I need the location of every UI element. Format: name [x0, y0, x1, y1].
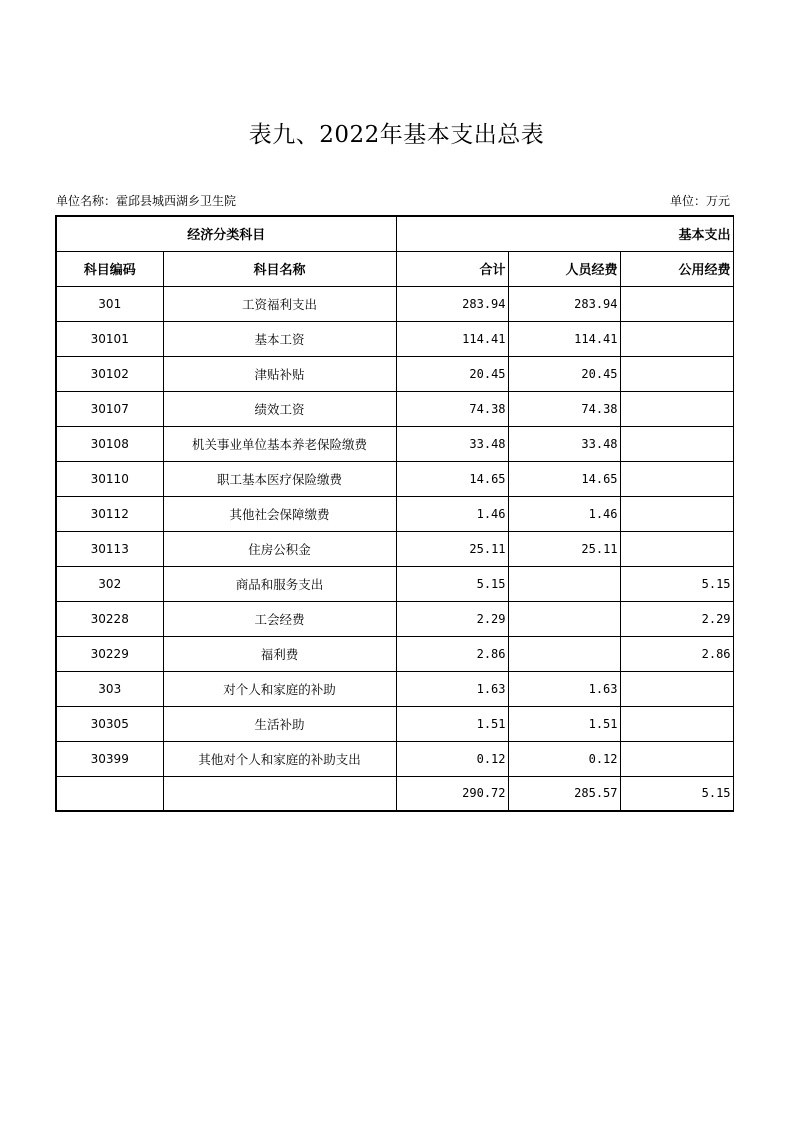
- cell-name: 基本工资: [163, 321, 396, 356]
- cell-personnel: 1.46: [508, 496, 620, 531]
- cell-code: 30228: [56, 601, 163, 636]
- cell-code: [56, 776, 163, 811]
- unit-label: 单位：万元: [669, 194, 730, 208]
- table-row: [56, 531, 733, 566]
- cell-name: 工会经费: [163, 601, 396, 636]
- table-row: [56, 671, 733, 706]
- cell-personnel: 25.11: [508, 531, 620, 566]
- header-basic-expenditure: 基本支出: [396, 216, 733, 251]
- cell-total: 1.46: [396, 496, 508, 531]
- header-personnel: 人员经费: [508, 251, 620, 286]
- cell-public: [620, 391, 733, 426]
- cell-total: 114.41: [396, 321, 508, 356]
- cell-code: 30229: [56, 636, 163, 671]
- cell-personnel: 0.12: [508, 741, 620, 776]
- cell-total: 25.11: [396, 531, 508, 566]
- cell-code: 30110: [56, 461, 163, 496]
- cell-total: 33.48: [396, 426, 508, 461]
- cell-code: 30305: [56, 706, 163, 741]
- cell-total: 1.51: [396, 706, 508, 741]
- cell-code: 30102: [56, 356, 163, 391]
- cell-personnel: 283.94: [508, 286, 620, 321]
- cell-code: 30108: [56, 426, 163, 461]
- page-title: 表九、2022年基本支出总表: [248, 122, 545, 148]
- cell-personnel: 20.45: [508, 356, 620, 391]
- cell-public: [620, 286, 733, 321]
- table-row: [56, 426, 733, 461]
- cell-name: 其他社会保障缴费: [163, 496, 396, 531]
- table-row: [56, 496, 733, 531]
- cell-name: [163, 776, 396, 811]
- cell-name: 津贴补贴: [163, 356, 396, 391]
- cell-name: 职工基本医疗保险缴费: [163, 461, 396, 496]
- cell-personnel: [508, 636, 620, 671]
- table-row: [56, 356, 733, 391]
- expenditure-table: [55, 215, 734, 812]
- cell-total: 0.12: [396, 741, 508, 776]
- header-total: 合计: [396, 251, 508, 286]
- cell-personnel: 74.38: [508, 391, 620, 426]
- cell-personnel: [508, 601, 620, 636]
- cell-public: [620, 531, 733, 566]
- cell-code: 30112: [56, 496, 163, 531]
- cell-total: 20.45: [396, 356, 508, 391]
- cell-total: 14.65: [396, 461, 508, 496]
- cell-name: 工资福利支出: [163, 286, 396, 321]
- table-row: [56, 461, 733, 496]
- cell-personnel: 33.48: [508, 426, 620, 461]
- cell-name: 其他对个人和家庭的补助支出: [163, 741, 396, 776]
- header-row-group: [56, 216, 733, 251]
- cell-code: 301: [56, 286, 163, 321]
- cell-name: 机关事业单位基本养老保险缴费: [163, 426, 396, 461]
- table-row: [56, 706, 733, 741]
- cell-public: [620, 741, 733, 776]
- cell-name: 生活补助: [163, 706, 396, 741]
- unit-name: 单位名称：霍邱县城西湖乡卫生院: [56, 194, 237, 208]
- cell-public: [620, 671, 733, 706]
- cell-public: 5.15: [620, 566, 733, 601]
- cell-public: [620, 426, 733, 461]
- cell-name: 住房公积金: [163, 531, 396, 566]
- table-row: [56, 601, 733, 636]
- header-row-columns: [56, 251, 733, 286]
- cell-public: 5.15: [620, 776, 733, 811]
- cell-name: 福利费: [163, 636, 396, 671]
- cell-public: [620, 706, 733, 741]
- header-name: 科目名称: [163, 251, 396, 286]
- cell-code: 30107: [56, 391, 163, 426]
- cell-personnel: 14.65: [508, 461, 620, 496]
- cell-code: 302: [56, 566, 163, 601]
- cell-total: 74.38: [396, 391, 508, 426]
- cell-personnel: 285.57: [508, 776, 620, 811]
- cell-total: 2.86: [396, 636, 508, 671]
- cell-public: 2.86: [620, 636, 733, 671]
- cell-total: 5.15: [396, 566, 508, 601]
- cell-code: 30113: [56, 531, 163, 566]
- table-row: [56, 741, 733, 776]
- cell-personnel: 1.51: [508, 706, 620, 741]
- header-economic-category: 经济分类科目: [56, 216, 396, 251]
- cell-total: 2.29: [396, 601, 508, 636]
- table-row: [56, 391, 733, 426]
- table-row: [56, 286, 733, 321]
- header-code: 科目编码: [56, 251, 163, 286]
- cell-code: 30101: [56, 321, 163, 356]
- cell-public: [620, 461, 733, 496]
- cell-personnel: [508, 566, 620, 601]
- cell-total: 1.63: [396, 671, 508, 706]
- cell-public: [620, 496, 733, 531]
- cell-name: 绩效工资: [163, 391, 396, 426]
- header-public: 公用经费: [620, 251, 733, 286]
- totals-row: [56, 776, 733, 811]
- cell-name: 商品和服务支出: [163, 566, 396, 601]
- cell-personnel: 1.63: [508, 671, 620, 706]
- cell-code: 30399: [56, 741, 163, 776]
- table-row: [56, 636, 733, 671]
- cell-total: 290.72: [396, 776, 508, 811]
- cell-public: 2.29: [620, 601, 733, 636]
- table-row: [56, 321, 733, 356]
- cell-personnel: 114.41: [508, 321, 620, 356]
- table-row: [56, 566, 733, 601]
- cell-name: 对个人和家庭的补助: [163, 671, 396, 706]
- cell-code: 303: [56, 671, 163, 706]
- cell-public: [620, 321, 733, 356]
- cell-total: 283.94: [396, 286, 508, 321]
- cell-public: [620, 356, 733, 391]
